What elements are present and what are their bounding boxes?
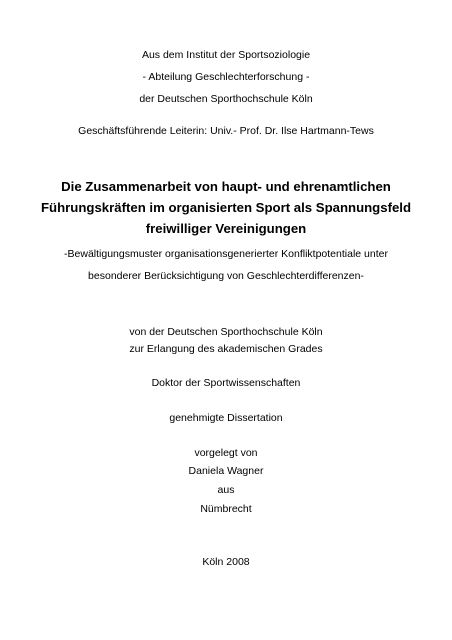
director-line: Geschäftsführende Leiterin: Univ.- Prof. Dr. Ilse Hartmann-Tews	[78, 125, 374, 137]
author-name: Daniela Wagner	[188, 465, 264, 477]
subtitle-line-1: -Bewältigungsmuster organisationsgenerierter Konfliktpotentiale unter	[64, 248, 388, 260]
thesis-title-line-2: Führungskräften im organisierten Sport als Spannungsfeld	[40, 200, 412, 215]
approved-dissertation: genehmigte Dissertation	[169, 412, 283, 424]
place-year: Köln 2008	[202, 556, 250, 568]
degree-name: Doktor der Sportwissenschaften	[151, 377, 301, 389]
degree-line-2: zur Erlangung des akademischen Grades	[129, 343, 323, 355]
thesis-title-line-1: Die Zusammenarbeit von haupt- und ehrenamtlichen	[61, 179, 391, 194]
institute-line-1: Aus dem Institut der Sportsoziologie	[141, 49, 311, 61]
thesis-title-line-3: freiwilliger Vereinigungen	[145, 221, 307, 236]
presented-by: vorgelegt von	[194, 447, 258, 459]
subtitle-line-2: besonderer Berücksichtigung von Geschlechterdifferenzen-	[88, 270, 364, 282]
institute-line-2: - Abteilung Geschlechterforschung -	[142, 71, 310, 83]
degree-line-1: von der Deutschen Sporthochschule Köln	[129, 326, 323, 338]
from-label: aus	[217, 484, 235, 496]
institute-line-3: der Deutschen Sporthochschule Köln	[139, 93, 313, 105]
author-hometown: Nümbrecht	[200, 503, 252, 515]
